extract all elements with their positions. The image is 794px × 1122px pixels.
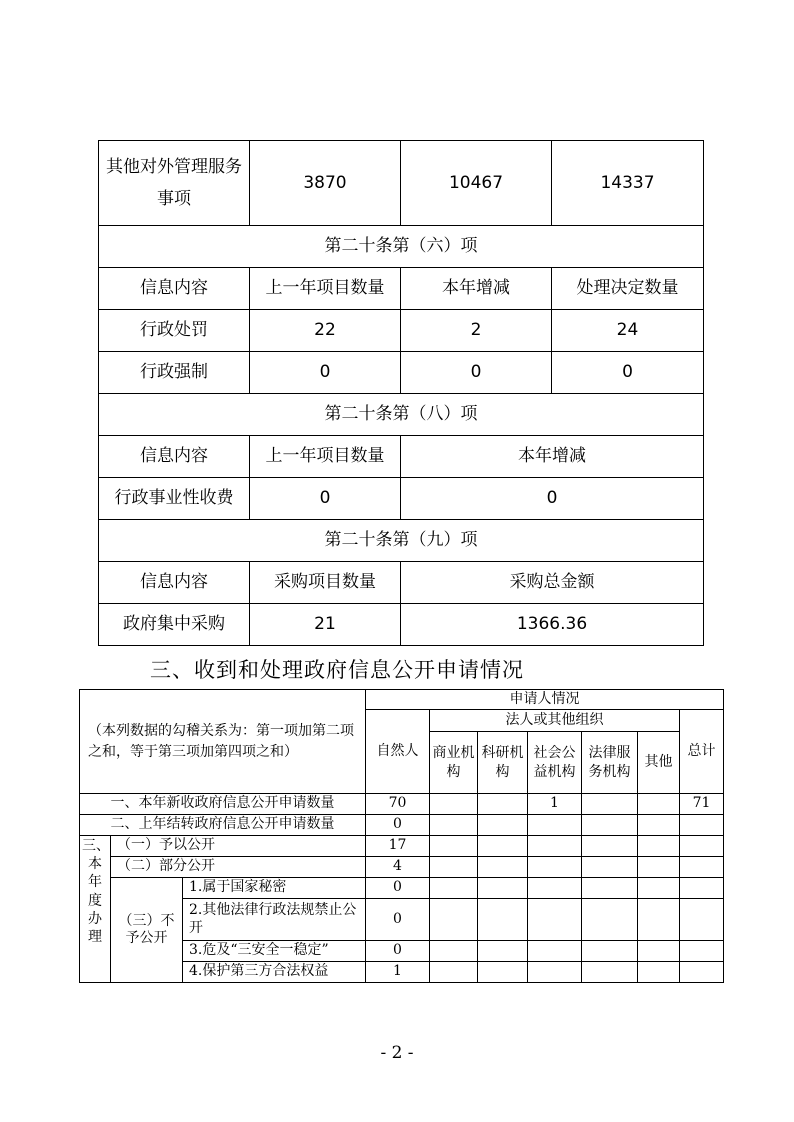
decision-count: 14337 (552, 141, 704, 226)
org-type-header: 商业机构 (430, 732, 478, 794)
section-title: 第二十条第（八）项 (99, 394, 704, 436)
row-label: 行政强制 (99, 352, 250, 394)
total-value: 71 (680, 794, 724, 815)
annual-change: 0 (401, 478, 704, 520)
column-header: 信息内容 (99, 268, 250, 310)
column-header: 信息内容 (99, 436, 250, 478)
prev-year-count: 0 (250, 352, 401, 394)
disclosure-requests-table (79, 689, 724, 983)
not-disclosed-label: （三）不予公开 (111, 878, 183, 983)
natural-person-value: 0 (366, 878, 430, 899)
annual-change: 2 (401, 310, 552, 352)
section3-label: 三、本年度办理 (80, 836, 111, 983)
relationship-note: （本列数据的勾稽关系为：第一项加第二项之和，等于第三项加第四项之和） (80, 690, 366, 794)
row-label: 政府集中采购 (99, 604, 250, 646)
org-type-header: 法律服务机构 (582, 732, 638, 794)
column-header: 本年增减 (401, 268, 552, 310)
row-label: 行政处罚 (99, 310, 250, 352)
column-header: 上一年项目数量 (250, 268, 401, 310)
page-number: - 2 - (380, 1043, 414, 1063)
natural-person-value: 70 (366, 794, 430, 815)
applicant-header: 申请人情况 (366, 690, 724, 710)
total-header: 总计 (680, 710, 724, 794)
natural-person-value: 0 (366, 815, 430, 836)
org-type-header: 科研机构 (478, 732, 528, 794)
decision-count: 0 (552, 352, 704, 394)
public-welfare-value: 1 (528, 794, 582, 815)
column-header: 采购项目数量 (250, 562, 401, 604)
prev-year-count: 0 (250, 478, 401, 520)
section-heading: 三、收到和处理政府信息公开申请情况 (150, 658, 524, 682)
natural-person-value: 0 (366, 899, 430, 941)
row-label: 行政事业性收费 (99, 478, 250, 520)
row-label: （一）予以公开 (111, 836, 366, 857)
commercial-value (430, 794, 478, 815)
column-header: 本年增减 (401, 436, 704, 478)
prev-year-count: 22 (250, 310, 401, 352)
section-title: 第二十条第（九）项 (99, 520, 704, 562)
row-label: 2.其他法律行政法规禁止公开 (183, 899, 366, 941)
row-label: 一、本年新收政府信息公开申请数量 (80, 794, 366, 815)
column-header: 信息内容 (99, 562, 250, 604)
row-label: 1.属于国家秘密 (183, 878, 366, 899)
row-label: （二）部分公开 (111, 857, 366, 878)
column-header: 上一年项目数量 (250, 436, 401, 478)
natural-person-value: 1 (366, 962, 430, 983)
procurement-amount: 1366.36 (401, 604, 704, 646)
decision-count: 24 (552, 310, 704, 352)
row-label: 4.保护第三方合法权益 (183, 962, 366, 983)
natural-person-value: 4 (366, 857, 430, 878)
column-header: 处理决定数量 (552, 268, 704, 310)
prev-year-count: 3870 (250, 141, 401, 226)
row-label: 二、上年结转政府信息公开申请数量 (80, 815, 366, 836)
row-label: 3.危及“三安全一稳定” (183, 941, 366, 962)
legal-service-value (582, 794, 638, 815)
annual-change: 0 (401, 352, 552, 394)
org-type-header: 其他 (638, 732, 680, 794)
natural-person-value: 0 (366, 941, 430, 962)
column-header: 采购总金额 (401, 562, 704, 604)
section-title: 第二十条第（六）项 (99, 226, 704, 268)
legal-entity-header: 法人或其他组织 (430, 710, 680, 732)
org-type-header: 社会公益机构 (528, 732, 582, 794)
annual-change: 10467 (401, 141, 552, 226)
other-value (638, 794, 680, 815)
administrative-matters-table (98, 140, 704, 646)
natural-person-value: 17 (366, 836, 430, 857)
natural-person-header: 自然人 (366, 710, 430, 794)
procurement-count: 21 (250, 604, 401, 646)
research-value (478, 794, 528, 815)
row-label: 其他对外管理服务事项 (99, 141, 250, 226)
